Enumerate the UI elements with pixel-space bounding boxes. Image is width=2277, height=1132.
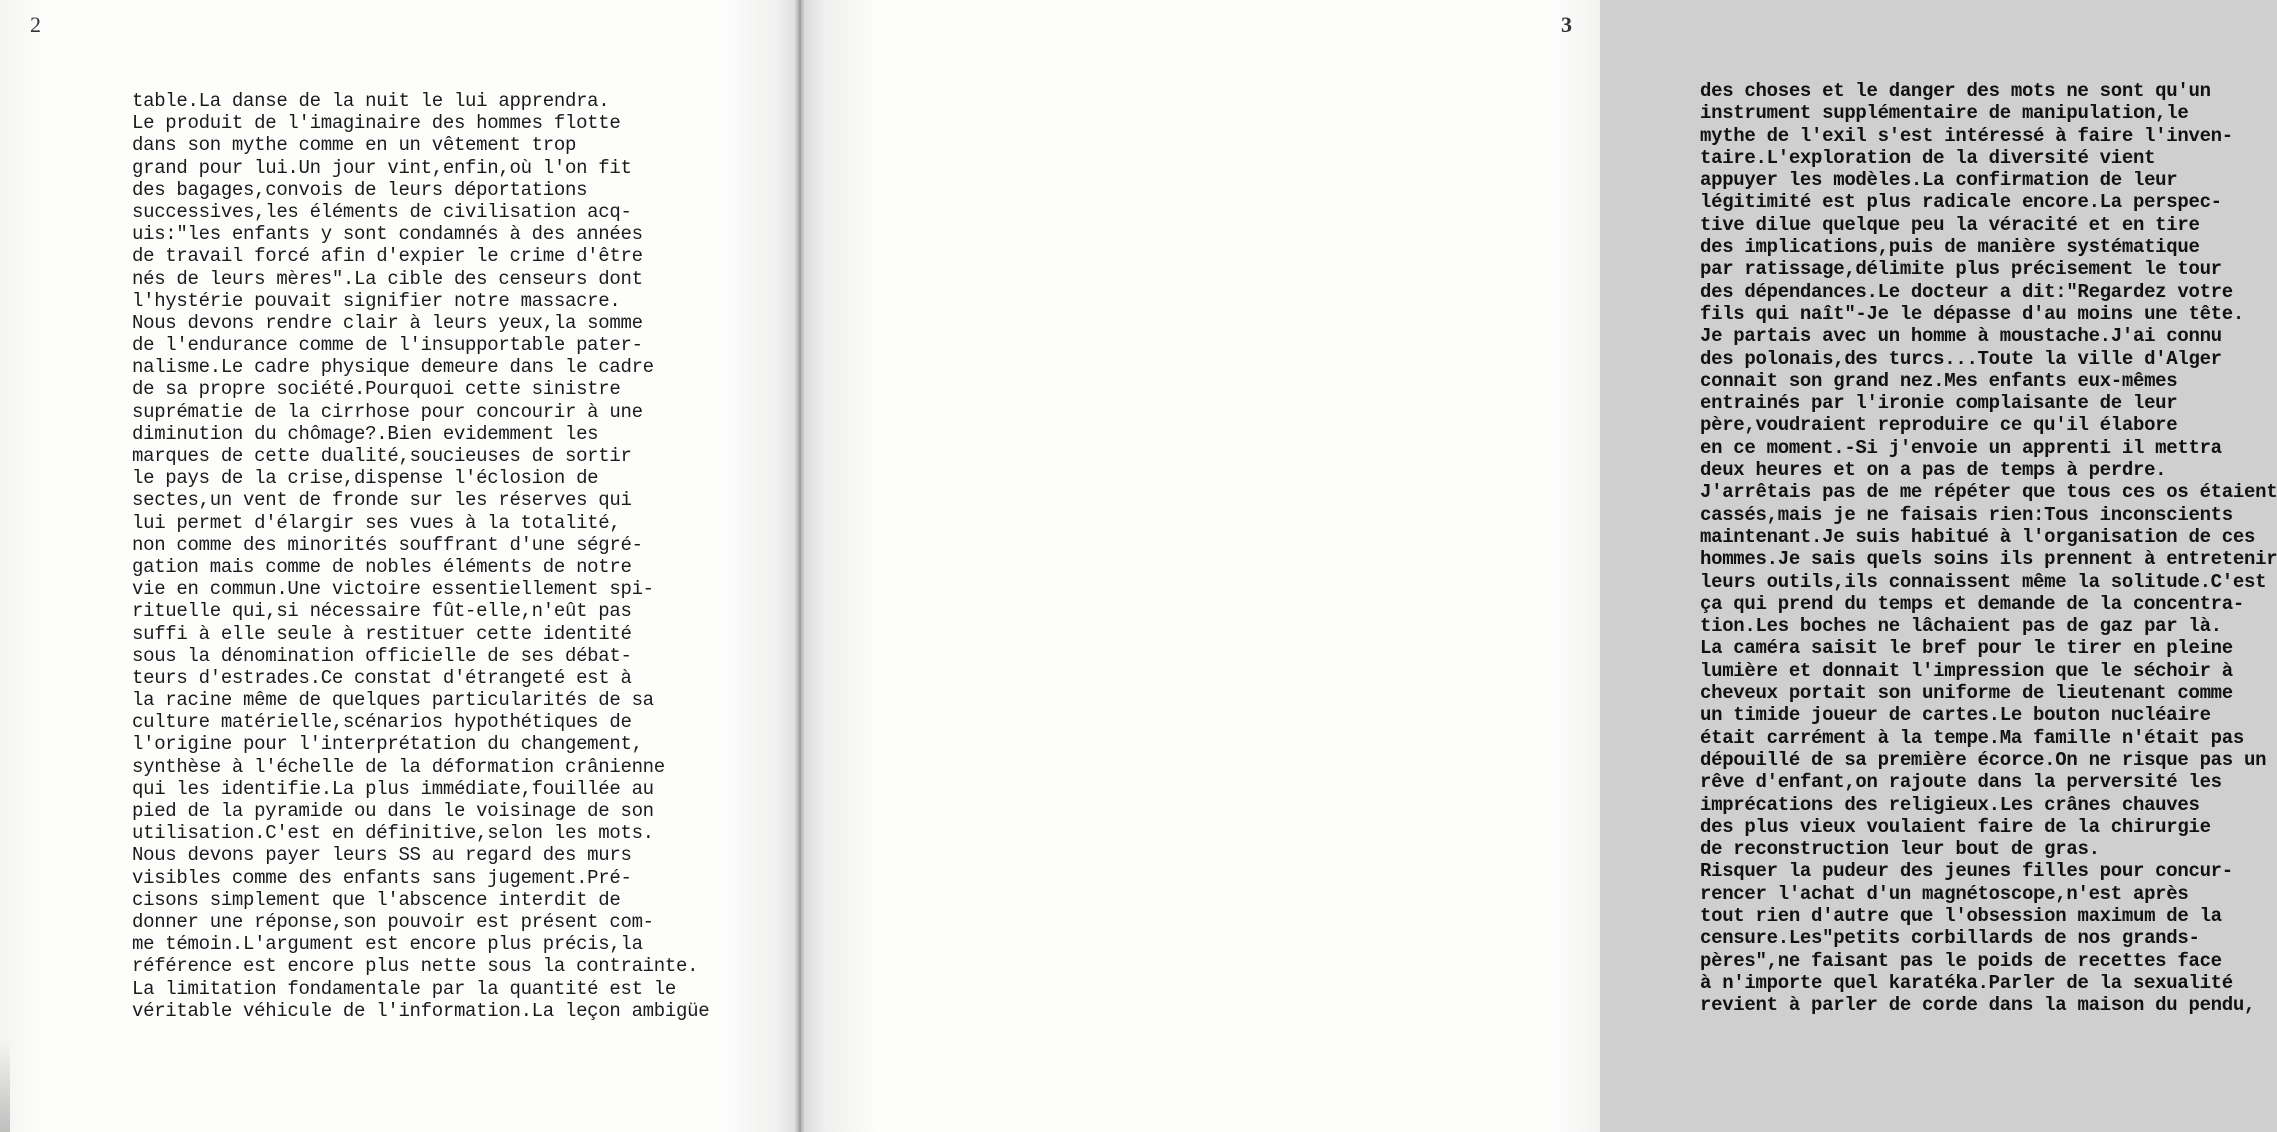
text-line: lumière et donnait l'impression que le séchoir à — [1700, 659, 2233, 682]
text-line: Risquer la pudeur des jeunes filles pour concur- — [1700, 860, 2233, 883]
text-line: de reconstruction leur bout de gras. — [1700, 838, 2100, 861]
text-line: successives,les éléments de civilisation acq- — [132, 200, 632, 223]
text-line: la racine même de quelques particularités de sa — [132, 689, 654, 712]
text-line: sous la dénomination officielle de ses débat- — [132, 644, 632, 667]
text-line: marques de cette dualité,soucieuses de sortir — [132, 445, 632, 467]
text-line: était carrément à la tempe.Ma famille n'était pas — [1700, 726, 2244, 749]
text-line: un timide joueur de cartes.Le bouton nucléaire — [1700, 704, 2211, 727]
text-line: rituelle qui,si nécessaire fût-elle,n'eût pas — [132, 600, 632, 623]
text-line: le pays de la crise,dispense l'éclosion de — [132, 467, 599, 490]
text-line: Le produit de l'imaginaire des hommes flotte — [132, 112, 621, 135]
text-line: culture matérielle,scénarios hypothétiques de — [132, 711, 632, 734]
text-line: me témoin.L'argument est encore plus précis,la — [132, 933, 643, 956]
text-line: hommes.Je sais quels soins ils prennent à entretenir — [1700, 548, 2277, 571]
text-line: référence est encore plus nette sous la contrainte. — [132, 955, 699, 978]
text-line: suprématie de la cirrhose pour concourir à une — [132, 400, 643, 423]
text-line: connait son grand nez.Mes enfants eux-mêmes — [1700, 369, 2178, 392]
text-line: grand pour lui.Un jour vint,enfin,où l'on fit — [132, 156, 632, 179]
text-line: teurs d'estrades.Ce constat d'étrangeté est à — [132, 666, 632, 689]
text-line: de l'endurance comme de l'insupportable pater- — [132, 334, 643, 357]
text-line: des polonais,des turcs...Toute la ville d'Alger — [1700, 347, 2222, 370]
text-line: suffi à elle seule à restituer cette identité — [132, 622, 632, 645]
text-line: La caméra saisit le bref pour le tirer en pleine — [1700, 637, 2233, 660]
text-line: leurs outils,ils connaissent même la solitude.C'est — [1700, 570, 2267, 593]
text-line: table.La danse de la nuit le lui apprendra. — [132, 90, 610, 112]
text-line: des choses et le danger des mots ne sont qu'un — [1700, 80, 2211, 102]
text-line: l'origine pour l'interprétation du changement, — [132, 733, 643, 756]
page-number-left: 2 — [30, 12, 41, 37]
text-line: par ratissage,délimite plus précisement le tour — [1700, 258, 2222, 281]
text-line: visibles comme des enfants sans jugement.Pré- — [132, 866, 632, 889]
text-line: cisons simplement que l'abscence interdit de — [132, 888, 621, 911]
right-page — [800, 0, 2277, 1132]
text-line: synthèse à l'échelle de la déformation crânienne — [132, 755, 665, 778]
text-line: pied de la pyramide ou dans le voisinage de son — [132, 800, 654, 822]
text-line: légitimité est plus radicale encore.La perspec- — [1700, 191, 2222, 214]
text-line: J'arrêtais pas de me répéter que tous ces os étaient — [1700, 481, 2277, 504]
text-line: tout rien d'autre que l'obsession maximum de la — [1700, 904, 2222, 927]
text-line: en ce moment.-Si j'envoie un apprenti il mettra — [1700, 436, 2222, 459]
text-line: de sa propre société.Pourquoi cette sinistre — [132, 378, 621, 401]
text-line: utilisation.C'est en définitive,selon les mots. — [132, 822, 654, 845]
text-line: rencer l'achat d'un magnétoscope,n'est après — [1700, 882, 2189, 905]
text-line: des plus vieux voulaient faire de la chirurgie — [1700, 815, 2211, 838]
text-line: à n'importe quel karatéka.Parler de la sexualité — [1700, 971, 2233, 994]
text-line: ça qui prend du temps et demande de la concentra- — [1700, 592, 2244, 615]
text-line: fils qui naît"-Je le dépasse d'au moins une tête. — [1700, 302, 2244, 325]
text-line: censure.Les"petits corbillards de nos grands- — [1700, 927, 2200, 950]
text-line: donner une réponse,son pouvoir est présent com- — [132, 910, 654, 933]
text-line: cheveux portait son uniforme de lieutenant comme — [1700, 682, 2233, 705]
page-edge-shadow — [0, 1040, 10, 1132]
text-line: lui permet d'élargir ses vues à la totalité, — [132, 511, 621, 534]
text-line: imprécations des religieux.Les crânes chauves — [1700, 793, 2200, 816]
text-line: de travail forcé afin d'expier le crime d'être — [132, 245, 643, 268]
text-line: pères",ne faisant pas le poids de recettes face — [1700, 949, 2222, 972]
right-page-body-text — [1700, 80, 2277, 1016]
page-number-right: 3 — [1561, 12, 1572, 37]
text-line: maintenant.Je suis habitué à l'organisation de ces — [1700, 525, 2256, 548]
text-line: l'hystérie pouvait signifier notre massacre. — [132, 289, 621, 312]
text-line: revient à parler de corde dans la maison du pendu, — [1700, 994, 2256, 1017]
text-line: appuyer les modèles.La confirmation de leur — [1700, 169, 2178, 192]
text-line: des dépendances.Le docteur a dit:"Regardez votre — [1700, 280, 2233, 303]
text-line: uis:"les enfants y sont condamnés à des années — [132, 223, 643, 246]
text-line: tive dilue quelque peu la véracité et en tire — [1700, 213, 2200, 236]
text-line: dépouillé de sa première écorce.On ne risque pas un — [1700, 748, 2267, 771]
text-line: tion.Les boches ne lâchaient pas de gaz par là. — [1700, 615, 2222, 638]
text-line: des bagages,convois de leurs déportations — [132, 178, 588, 201]
text-line: instrument supplémentaire de manipulation,le — [1700, 102, 2189, 125]
text-line: entrainés par l'ironie complaisante de leur — [1700, 392, 2178, 415]
text-line: véritable véhicule de l'information.La leçon ambigüe — [132, 999, 710, 1022]
text-line: des implications,puis de manière systématique — [1700, 236, 2200, 259]
text-line: nalisme.Le cadre physique demeure dans le cadre — [132, 356, 654, 379]
text-line: rêve d'enfant,on rajoute dans la perversité les — [1700, 771, 2222, 794]
text-line: gation mais comme de nobles éléments de notre — [132, 555, 632, 578]
text-line: La limitation fondamentale par la quantité est le — [132, 977, 676, 1000]
text-line: vie en commun.Une victoire essentiellement spi- — [132, 578, 654, 601]
text-line: Nous devons payer leurs SS au regard des murs — [132, 844, 632, 867]
text-line: qui les identifie.La plus immédiate,fouillée au — [132, 777, 654, 800]
text-line: Nous devons rendre clair à leurs yeux,la somme — [132, 311, 643, 334]
text-line: Je partais avec un homme à moustache.J'ai connu — [1700, 325, 2222, 348]
text-line: taire.L'exploration de la diversité vient — [1700, 146, 2156, 169]
text-line: nés de leurs mères".La cible des censeurs dont — [132, 267, 643, 290]
book-gutter — [794, 0, 806, 1132]
text-line: sectes,un vent de fronde sur les réserves qui — [132, 489, 632, 512]
left-page — [0, 0, 800, 1132]
text-line: non comme des minorités souffrant d'une ségré- — [132, 533, 643, 556]
text-line: cassés,mais je ne faisais rien:Tous inconscients — [1700, 503, 2233, 526]
left-page-body-text — [132, 90, 709, 1022]
text-line: père,voudraient reproduire ce qu'il élabore — [1700, 414, 2178, 437]
text-line: deux heures et on a pas de temps à perdre. — [1700, 459, 2167, 482]
text-line: mythe de l'exil s'est intéressé à faire l'inven- — [1700, 124, 2233, 147]
text-line: dans son mythe comme en un vêtement trop — [132, 134, 577, 157]
text-line: diminution du chômage?.Bien evidemment les — [132, 422, 599, 445]
